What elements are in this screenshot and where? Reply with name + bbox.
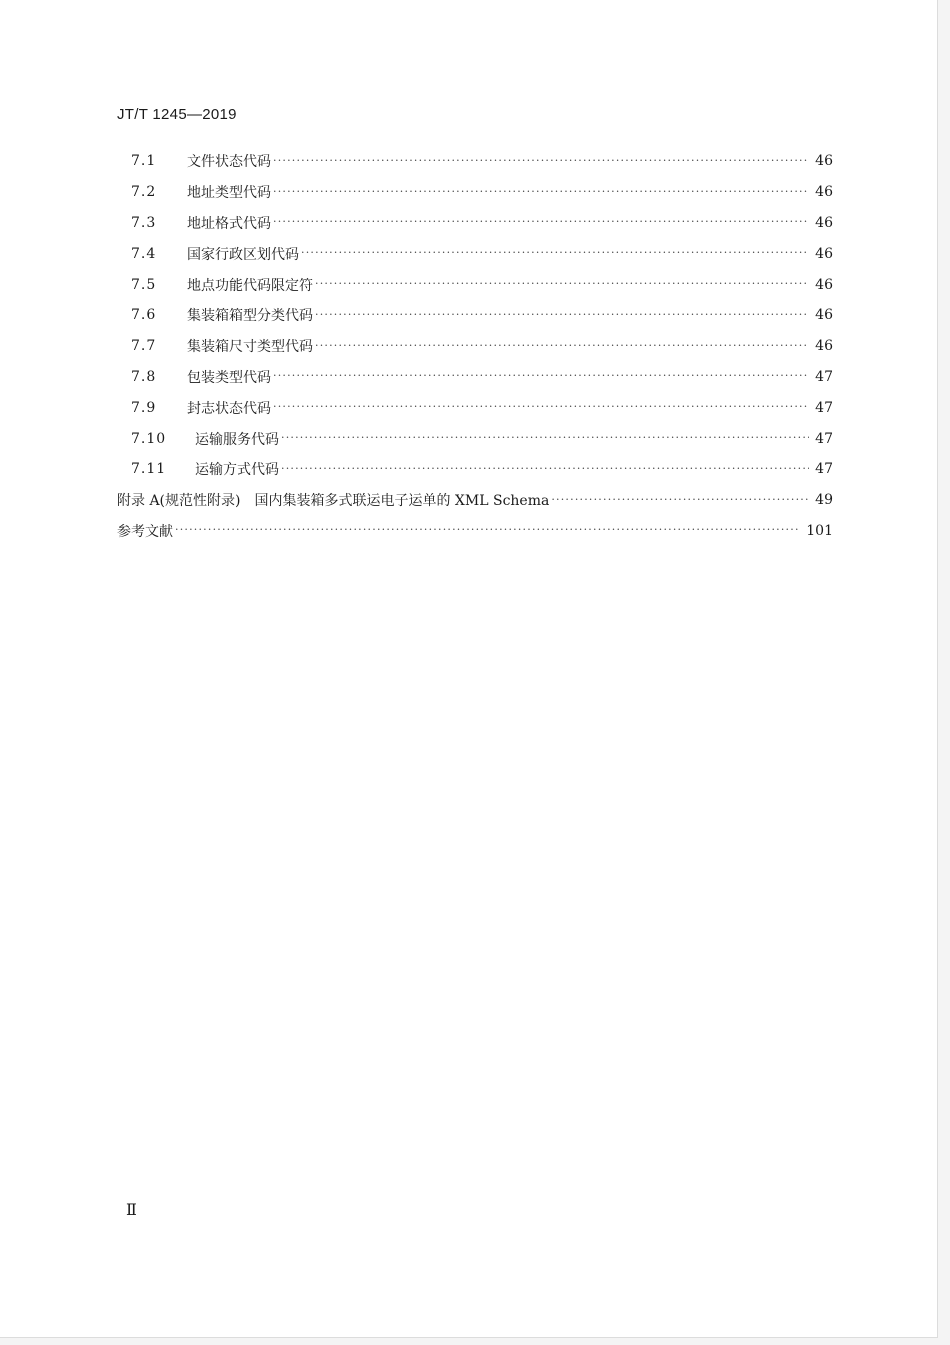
toc-entry-title: 文件状态代码	[187, 154, 271, 171]
toc-entry-page: 46	[815, 245, 833, 262]
toc-entry-number: 7.11	[131, 461, 167, 478]
page-number-footer: Ⅱ	[126, 1200, 136, 1219]
toc-entry-page: 46	[815, 153, 833, 170]
toc-entry-title: 国家行政区划代码	[187, 246, 299, 263]
toc-leader-dots	[315, 309, 809, 320]
toc-entry-number: 7.7	[131, 338, 157, 355]
toc-entry-number: 7.2	[131, 184, 157, 201]
appendix-page: 49	[815, 492, 833, 509]
toc-entry-appendix[interactable]	[117, 485, 833, 516]
toc-entry-title: 地址格式代码	[187, 215, 271, 232]
toc-entry[interactable]	[117, 423, 833, 454]
toc-entry[interactable]	[117, 146, 833, 177]
toc-entry-title: 地点功能代码限定符	[187, 277, 313, 294]
toc-leader-dots	[273, 216, 809, 227]
toc-entry[interactable]	[117, 208, 833, 239]
table-of-contents	[117, 146, 833, 546]
toc-entry[interactable]	[117, 177, 833, 208]
toc-entry-title: 包装类型代码	[187, 369, 271, 386]
toc-leader-dots	[273, 401, 809, 412]
toc-entry-number: 7.1	[131, 153, 157, 170]
toc-entry-number: 7.3	[131, 214, 157, 231]
toc-entry-title: 运输方式代码	[195, 462, 279, 479]
toc-leader-dots	[281, 463, 809, 474]
toc-entry-number: 7.5	[131, 276, 157, 293]
toc-entry-title: 地址类型代码	[187, 185, 271, 202]
toc-entry-number: 7.10	[131, 430, 167, 447]
toc-entry[interactable]	[117, 454, 833, 485]
toc-entry[interactable]	[117, 392, 833, 423]
toc-leader-dots	[273, 186, 809, 197]
standard-code-header: JT/T 1245—2019	[117, 106, 237, 123]
toc-entry-page: 47	[815, 399, 833, 416]
appendix-label: 附录 A(规范性附录)	[117, 493, 241, 510]
toc-entry-title: 集装箱箱型分类代码	[187, 308, 313, 325]
toc-entry-references[interactable]	[117, 516, 833, 547]
toc-entry-page: 46	[815, 276, 833, 293]
toc-entry-title: 封志状态代码	[187, 400, 271, 417]
toc-leader-dots	[273, 155, 809, 166]
toc-entry-number: 7.6	[131, 307, 157, 324]
toc-entry-page: 46	[815, 184, 833, 201]
toc-entry[interactable]	[117, 331, 833, 362]
toc-entry-title: 运输服务代码	[195, 431, 279, 448]
toc-leader-dots	[551, 494, 809, 505]
toc-leader-dots	[315, 340, 809, 351]
toc-entry-page: 46	[815, 307, 833, 324]
toc-leader-dots	[175, 524, 800, 535]
references-page: 101	[806, 522, 833, 539]
toc-entry-page: 46	[815, 214, 833, 231]
toc-entry[interactable]	[117, 269, 833, 300]
toc-entry-page: 46	[815, 338, 833, 355]
toc-entry[interactable]	[117, 362, 833, 393]
appendix-title: 国内集装箱多式联运电子运单的 XML Schema	[254, 493, 550, 510]
toc-entry-page: 47	[815, 368, 833, 385]
toc-leader-dots	[301, 247, 809, 258]
toc-leader-dots	[281, 432, 809, 443]
toc-entry-title: 集装箱尺寸类型代码	[187, 339, 313, 356]
toc-entry-number: 7.4	[131, 245, 157, 262]
toc-entry[interactable]	[117, 238, 833, 269]
toc-entry-page: 47	[815, 461, 833, 478]
references-title: 参考文献	[117, 523, 173, 540]
toc-entry-page: 47	[815, 430, 833, 447]
toc-leader-dots	[315, 278, 809, 289]
toc-entry[interactable]	[117, 300, 833, 331]
toc-leader-dots	[273, 370, 809, 381]
toc-entry-number: 7.9	[131, 399, 157, 416]
toc-entry-number: 7.8	[131, 368, 157, 385]
